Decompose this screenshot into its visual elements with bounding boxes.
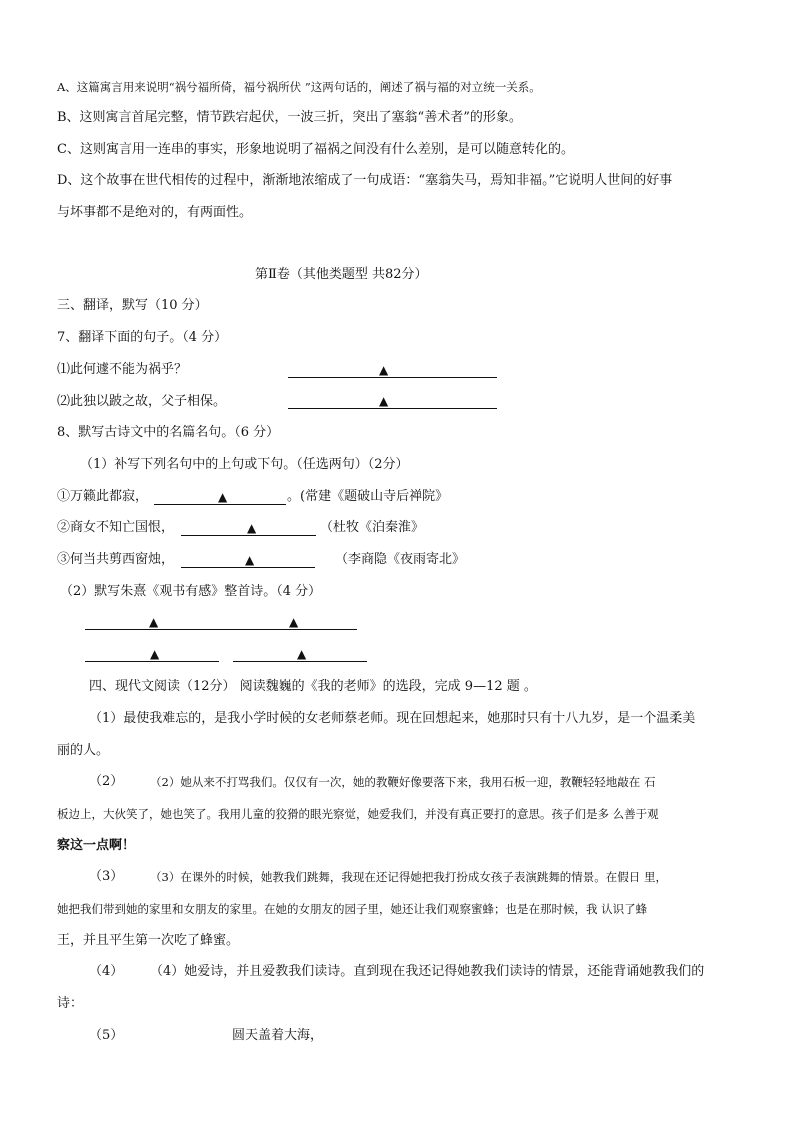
- passage-p5-number: （5）: [89, 1028, 124, 1043]
- option-c: C、这则寓言用一连串的事实，形象地说明了福祸之间没有什么差别，是可以随意转化的。: [57, 142, 574, 157]
- answer-marker-icon: ▲: [379, 394, 389, 408]
- part2-title: 第Ⅱ卷（其他类题型 共82分）: [255, 267, 428, 282]
- q8-line-c-post: （李商隐《夜雨寄北》: [335, 552, 466, 567]
- q8-line-b-post: （杜牧《泊秦淮》: [320, 520, 425, 535]
- section4-heading: 四、现代文阅读（12分） 阅读魏巍的《我的老师》的选段，完成 9—12 题 。: [89, 679, 537, 694]
- passage-p2-line1: （2）她从来不打骂我们。仅仅有一次，她的教鞭好像要落下来，我用石板一迎，教鞭轻轻地敲在 石: [150, 775, 656, 789]
- q8-blank-c[interactable]: [181, 553, 315, 568]
- q8-part2-prompt: （2）默写朱熹《观书有感》整首诗。（4 分）: [60, 584, 322, 599]
- poem-blank-line1[interactable]: [85, 615, 357, 630]
- poem-line: 圆天盖着大海，: [232, 1028, 324, 1043]
- q7-answer-blank-2[interactable]: [288, 394, 497, 409]
- passage-p1-line1: （1）最使我难忘的，是我小学时候的女老师蔡老师。现在回想起来，她那时只有十八九岁，是一个温柔美: [89, 711, 696, 726]
- answer-marker-icon: ▲: [245, 553, 255, 567]
- section3-heading: 三、翻译，默写（10 分）: [57, 298, 208, 313]
- q8-line-a-post: 。(常建《题破山寺后禅院》: [287, 489, 449, 504]
- passage-p1-line2: 丽的人。: [57, 743, 110, 758]
- passage-p3-line3: 王，并且平生第一次吃了蜂蜜。: [57, 933, 240, 948]
- answer-marker-icon: ▲: [297, 647, 307, 661]
- poem-blank-line2b[interactable]: [233, 647, 367, 662]
- q8-line-b-pre: ②商女不知亡国恨，: [57, 520, 175, 535]
- option-d-line2: 与坏事都不是绝对的，有两面性。: [57, 205, 253, 220]
- passage-p3-number: （3）: [89, 869, 124, 884]
- passage-p2-line3: 察这一点啊！: [57, 838, 136, 853]
- q7-prompt: 7、翻译下面的句子。（4 分）: [57, 330, 228, 345]
- option-b: B、这则寓言首尾完整，情节跌宕起伏，一波三折，突出了塞翁“善术者”的形象。: [57, 110, 522, 125]
- passage-p4-line2: 诗：: [57, 996, 84, 1011]
- q7-sentence-2: ⑵此独以跛之故，父子相保。: [57, 394, 227, 409]
- option-a: A、这篇寓言用来说明“祸兮福所倚，福兮祸所伏 ”这两句话的，阐述了祸与福的对立统一关系。: [57, 80, 541, 94]
- poem-blank-line2a[interactable]: [85, 647, 219, 662]
- q8-line-c-pre: ③何当共剪西窗烛，: [57, 552, 175, 567]
- passage-p2-line2: 板边上，大伙笑了，她也笑了。我用儿童的狡猾的眼光察觉，她爱我们，并没有真正要打的意思。孩子们是多 么善于观: [57, 807, 659, 821]
- answer-marker-icon: ▲: [379, 363, 389, 377]
- answer-marker-icon: ▲: [149, 615, 159, 629]
- q8-line-a-pre: ①万籁此都寂，: [57, 489, 149, 504]
- answer-marker-icon: ▲: [150, 647, 160, 661]
- passage-p4-line1: （4）她爱诗，并且爱教我们读诗。直到现在我还记得她教我们读诗的情景，还能背诵她教我们的: [150, 964, 705, 979]
- q8-prompt: 8、默写古诗文中的名篇名句。（6 分）: [57, 425, 280, 440]
- q8-part1-prompt: （1）补写下列名句中的上句或下句。（任选两句）（2分）: [80, 457, 409, 472]
- answer-marker-icon: ▲: [218, 490, 228, 504]
- passage-p3-line1: （3）在课外的时候，她教我们跳舞，我现在还记得她把我打扮成女孩子表演跳舞的情景。在假日 里，: [150, 870, 667, 884]
- q8-blank-b[interactable]: [181, 521, 316, 536]
- passage-p2-number: （2）: [89, 774, 124, 789]
- q7-sentence-1: ⑴此何遽不能为祸乎？: [57, 362, 188, 377]
- q7-answer-blank-1[interactable]: [288, 363, 497, 378]
- answer-marker-icon: ▲: [289, 615, 299, 629]
- q8-blank-a[interactable]: [154, 490, 286, 505]
- passage-p4-number: （4）: [89, 964, 124, 979]
- option-d-line1: D、这个故事在世代相传的过程中，渐渐地浓缩成了一句成语：“塞翁失马，焉知非福。”它说明人世间的好事: [57, 173, 673, 188]
- passage-p3-line2: 她把我们带到她的家里和女朋友的家里。在她的女朋友的园子里，她还让我们观察蜜蜂；也是在那时候，我 认识了蜂: [57, 902, 648, 916]
- answer-marker-icon: ▲: [247, 521, 257, 535]
